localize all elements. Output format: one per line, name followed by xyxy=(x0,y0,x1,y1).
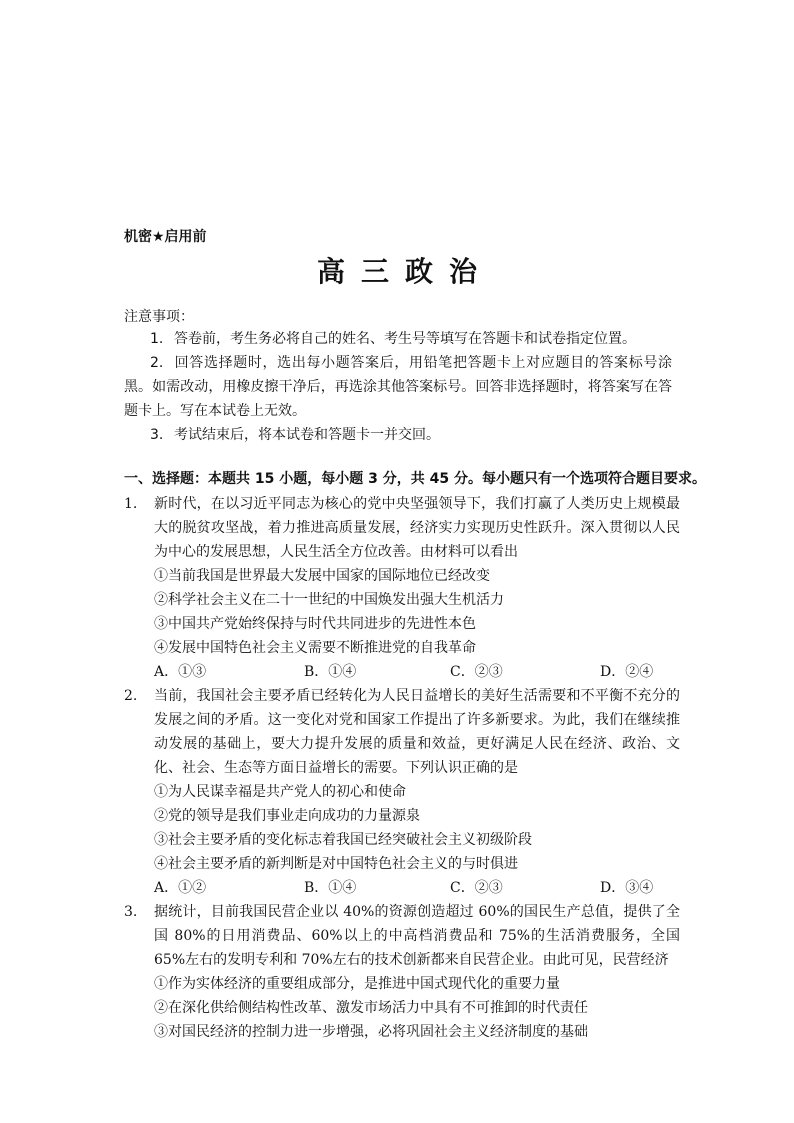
statement-option: ④社会主要矛盾的新判断是对中国特色社会主义的与时俱进 xyxy=(154,856,518,872)
note-number: 1. xyxy=(150,331,164,347)
choice-d: D．②④ xyxy=(600,664,654,680)
choice-c: C．②③ xyxy=(450,880,503,896)
question-stem: 新时代，在以习近平同志为核心的党中央坚强领导下，我们打赢了人类历史上规模最大的脱贫攻坚战，着力推进高质量发展，经济实力实现历史性跃升。深入贯彻以人民为中心的发展思想，人民生活全方位改善。由材料可以看出 xyxy=(154,496,680,560)
statement-option: ②在深化供给侧结构性改革、激发市场活力中具有不可推卸的时代责任 xyxy=(154,1000,588,1016)
statement-option: ①当前我国是世界最大发展中国家的国际地位已经改变 xyxy=(154,568,490,584)
note-text: 回答选择题时，选出每小题答案后，用铅笔把答题卡上对应题目的答案标号涂黑。如需改动，用橡皮擦干净后，再选涂其他答案标号。回答非选择题时，将答案写在答题卡上。写在本试卷上无效。 xyxy=(124,355,672,419)
confidential-label: 机密★启用前 xyxy=(124,229,207,245)
statement-option: ③对国民经济的控制力进一步增强，必将巩固社会主义经济制度的基础 xyxy=(154,1024,588,1040)
note-number: 2. xyxy=(150,355,164,371)
question-number: 2. xyxy=(124,688,138,704)
choice-c: C．②③ xyxy=(450,664,503,680)
note-text: 答卷前，考生务必将自己的姓名、考生号等填写在答题卡和试卷指定位置。 xyxy=(174,331,636,347)
question-stem: 当前，我国社会主要矛盾已经转化为人民日益增长的美好生活需要和不平衡不充分的发展之间的矛盾。这一变化对党和国家工作提出了许多新要求。为此，我们在继续推动发展的基础上，要大力提升发展的质量和效益，更好满足人民在经济、政治、文化、社会、生态等方面日益增长的需要。下列认识正确的是 xyxy=(154,688,680,776)
notes-title: 注意事项： xyxy=(124,309,194,325)
statement-option: ①为人民谋幸福是共产党人的初心和使命 xyxy=(154,784,406,800)
exam-title: 高三政治 xyxy=(316,255,493,288)
choice-a: A．①② xyxy=(154,880,207,896)
question-2 xyxy=(124,684,680,900)
question-number: 1. xyxy=(124,496,138,512)
statement-option: ①作为实体经济的重要组成部分，是推进中国式现代化的重要力量 xyxy=(154,976,560,992)
note-item xyxy=(124,327,672,351)
statement-option: ④发展中国特色社会主义需要不断推进党的自我革命 xyxy=(154,640,476,656)
statement-option: ③社会主要矛盾的变化标志着我国已经突破社会主义初级阶段 xyxy=(154,832,532,848)
statement-option: ②科学社会主义在二十一世纪的中国焕发出强大生机活力 xyxy=(154,592,504,608)
question-3 xyxy=(124,900,680,1044)
statement-option: ③中国共产党始终保持与时代共同进步的先进性本色 xyxy=(154,616,476,632)
note-item xyxy=(124,423,672,447)
answer-choices xyxy=(154,876,680,900)
statement-option: ②党的领导是我们事业走向成功的力量源泉 xyxy=(154,808,420,824)
choice-d: D．③④ xyxy=(600,880,654,896)
answer-choices xyxy=(154,660,680,684)
note-text: 考试结束后，将本试卷和答题卡一并交回。 xyxy=(174,427,440,443)
note-item xyxy=(124,351,672,423)
question-stem: 据统计，目前我国民营企业以 40%的资源创造超过 60%的国民生产总值，提供了全国 80%的日用消费品、60%以上的中高档消费品和 75%的生活消费服务，全国 65%左右的发明专利和 70%左右的技术创新都来自民营企业。由此可见，民营经济 xyxy=(154,904,680,968)
note-number: 3. xyxy=(150,427,164,443)
choice-b: B．①④ xyxy=(304,664,357,680)
choice-a: A．①③ xyxy=(154,664,207,680)
question-number: 3. xyxy=(124,904,138,920)
section-heading: 一、选择题：本题共 15 小题，每小题 3 分，共 45 分。每小题只有一个选项符合题目要求。 xyxy=(124,471,706,487)
question-1 xyxy=(124,492,680,684)
choice-b: B．①④ xyxy=(304,880,357,896)
